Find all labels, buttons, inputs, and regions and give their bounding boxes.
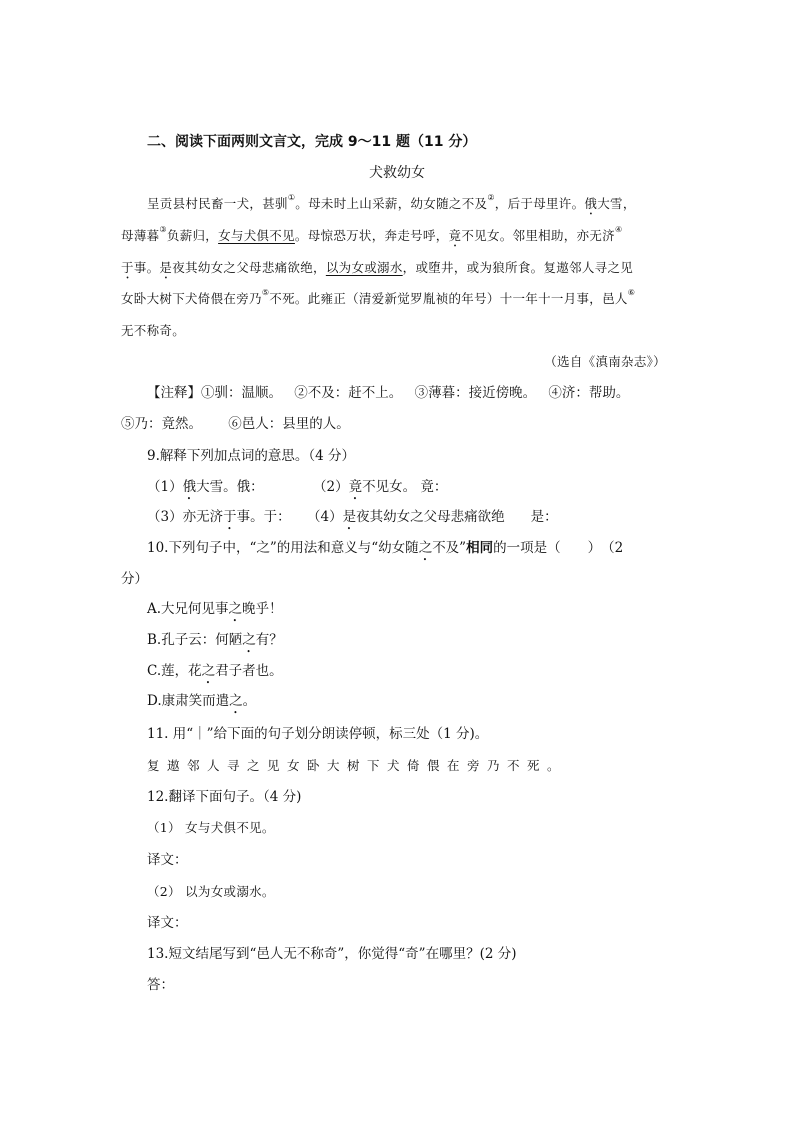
underlined-sentence: 以为女或溺水 bbox=[325, 260, 403, 275]
note-ref: ④ bbox=[614, 225, 623, 234]
notes-line-1: 【注释】①驯：温顺。 ②不及：赶不上。 ③薄暮：接近傍晚。 ④济：帮助。 bbox=[147, 385, 630, 401]
note-ref: ① bbox=[287, 193, 296, 202]
q13-stem: 13.短文结尾写到“邑人无不称奇”，你觉得“奇”在哪里？(2 分) bbox=[147, 946, 517, 962]
dotted-word: 于 bbox=[121, 260, 134, 275]
passage-line-1 bbox=[147, 194, 636, 218]
q12-stem: 12.翻译下面句子。（4 分) bbox=[147, 789, 302, 805]
q11-stem: 11. 用“｜”给下面的句子划分朗读停顿，标三处（1 分)。 bbox=[147, 726, 489, 742]
passage-text: 不见女。邻里相助，亦无济 bbox=[461, 228, 615, 243]
passage-text: 。母惊恐万状，奔走号呼， bbox=[294, 228, 449, 243]
section-heading: 二、阅读下面两则文言文，完成 9～11 题（11 分） bbox=[147, 134, 477, 150]
notes-line-2: ⑤乃：竟然。 ⑥邑人：县里的人。 bbox=[121, 416, 350, 432]
dotted-word: 之 bbox=[242, 632, 256, 648]
passage-line-2 bbox=[121, 226, 622, 250]
q13-answer-label: 答： bbox=[147, 977, 174, 993]
passage-text: 事。 bbox=[133, 260, 160, 275]
q12-sentence-1: （1） 女与犬俱不见。 bbox=[147, 820, 275, 835]
q9-parts-row-1 bbox=[147, 477, 448, 503]
dotted-word: 是 bbox=[342, 509, 357, 525]
dotted-word: 之 bbox=[201, 663, 216, 679]
q9-part-3: （3）亦无济于事。于： bbox=[147, 509, 291, 525]
passage-line-3 bbox=[121, 258, 633, 282]
passage-text: 薄暮 bbox=[133, 228, 160, 243]
passage-text: 女卧大树下犬倚偎在旁乃 bbox=[121, 291, 262, 306]
passage-text: ，后于母里许。 bbox=[494, 196, 585, 211]
dotted-word: 竟 bbox=[348, 479, 363, 495]
note-ref: ⑤ bbox=[261, 288, 270, 297]
passage-text: 夜其幼女之父母悲痛欲绝， bbox=[172, 260, 326, 275]
passage-text: 大雪， bbox=[597, 196, 636, 211]
q10-option-c: C.莲，花之君子者也。 bbox=[147, 663, 283, 679]
dotted-word: 之 bbox=[418, 540, 433, 556]
passage-title: 犬救幼女 bbox=[369, 165, 425, 181]
q9-stem: 9.解释下列加点词的意思。（4 分） bbox=[147, 448, 356, 464]
dotted-word: 俄 bbox=[182, 479, 197, 495]
q11-sentence: 复遨邻人寻之见女卧大树下犬倚偎在旁乃不死。 bbox=[147, 758, 568, 773]
dotted-word: 是 bbox=[159, 260, 173, 275]
passage-line-4 bbox=[121, 289, 635, 309]
passage-text: ，或堕井，或为狼所食。复遨邻人寻之见 bbox=[402, 260, 634, 275]
q10-option-b: B.孔子云：何陋之有？ bbox=[147, 632, 283, 648]
q10-option-a: A.大兄何见事之晚乎！ bbox=[147, 601, 283, 617]
dotted-word: 于 bbox=[223, 509, 237, 525]
note-ref: ③ bbox=[159, 225, 167, 234]
dotted-word: 俄 bbox=[584, 196, 598, 211]
q10-stem-cont: 分） bbox=[121, 571, 148, 587]
q9-parts-row-2 bbox=[147, 507, 558, 533]
passage-source: （选自《滇南杂志》） bbox=[544, 354, 666, 369]
q9-part-4: （4）是夜其幼女之父母悲痛欲绝 是： bbox=[307, 509, 558, 525]
passage-text: 不死。此雍正（清爱新觉罗胤祯的年号）十一年十一月事，邑人 bbox=[269, 291, 628, 306]
q9-part-2: （2）竟不见女。 竟： bbox=[313, 479, 448, 495]
dotted-word: 之 bbox=[229, 693, 243, 709]
note-ref: ⑥ bbox=[627, 288, 636, 297]
q10-stem: 10.下列句子中，“之”的用法和意义与“幼女随之不及”相同的一项是（ ） （2 bbox=[147, 540, 624, 556]
dotted-word: 竟 bbox=[448, 228, 462, 243]
q9-part-1: （1）俄大雪。俄： bbox=[147, 479, 264, 495]
q12-sentence-2: （2） 以为女或溺水。 bbox=[147, 884, 275, 899]
passage-line-5: 无不称奇。 bbox=[121, 323, 186, 338]
note-ref: ② bbox=[487, 193, 495, 202]
passage-text: 负薪归， bbox=[166, 228, 219, 243]
q12-translation-2-label: 译文： bbox=[147, 915, 188, 931]
dotted-word: 之 bbox=[228, 601, 243, 617]
passage-text: 呈贡县村民畜一犬，甚驯 bbox=[147, 196, 288, 211]
q10-option-d: D.康肃笑而遣之。 bbox=[147, 693, 257, 709]
passage-text: 。母未时上山采薪，幼女随之不及 bbox=[295, 196, 488, 211]
underlined-sentence: 女与犬俱不见 bbox=[218, 228, 295, 243]
passage-text: 母 bbox=[121, 228, 134, 243]
q12-translation-1-label: 译文： bbox=[147, 852, 188, 868]
